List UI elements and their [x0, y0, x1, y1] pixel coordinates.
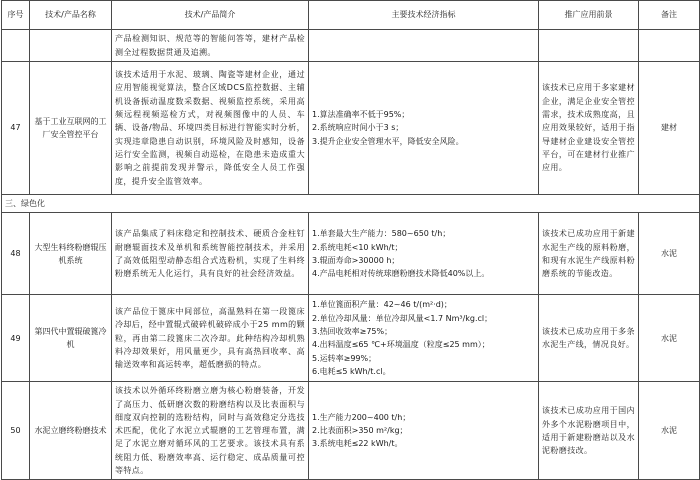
- continuation-row: [2, 30, 700, 62]
- remark: 水泥: [639, 213, 700, 295]
- technology-catalog-table: [1, 0, 700, 480]
- tech-name: 第四代中置辊破篦冷机: [30, 295, 112, 382]
- application-outlook: 该技术已应用于多家建材企业，满足企业安全管控需求，技术成熟度高，且应用效果较好，适用于指导建材企业建设安全管控平台，可在建材行业推广应用。: [539, 62, 639, 195]
- cont-intro: 产品检测知识、规范等的智能问答等，建材产品检测全过程数据贯通及追溯。: [112, 30, 309, 62]
- table-row: [2, 382, 700, 480]
- row-number: 47: [2, 62, 30, 195]
- tech-name: 基于工业互联网的工厂安全管控平台: [30, 62, 112, 195]
- tech-intro: 该技术适用于水泥、玻璃、陶瓷等建材企业，通过应用智能视觉算法，整合区域DCS监控数据、主辅机设备振动温度数采数据、视频监控系统，采用高频远程视频巡检方式，对视频图像中的人员、车辆、设备/物品、环境四类目标进行智能实时分析，实现违章隐患自动识别，环境风险及时感知，设备运行安全监测，视频自动巡检，在隐患未造成重大影响之前提前发现并警示，降低安全人员工作强度，提升安全监管效率。: [112, 62, 309, 195]
- indicator-item: 5.运转率≥99%；: [312, 353, 377, 363]
- header-intro: 技术/产品简介: [112, 1, 309, 30]
- header-no: 序号: [2, 1, 30, 30]
- row-number: 48: [2, 213, 30, 295]
- indicator-item: 6.电耗≤5 kWh/t.cl。: [312, 366, 391, 376]
- cont-remark: [639, 30, 700, 62]
- tech-indicators: [309, 295, 539, 382]
- application-outlook: 该技术已成功应用于国内外多个水泥粉磨项目中，适用于新建粉磨站以及水泥粉磨技改。: [539, 382, 639, 480]
- indicator-item: 3.提升企业安全管理水平，降低安全风险。: [312, 136, 464, 146]
- section-title: 三、绿色化: [2, 195, 700, 213]
- remark: 水泥: [639, 382, 700, 480]
- indicator-item: 1.单位篦面积产量：42~46 t/(m²·d)；: [312, 300, 452, 310]
- indicator-item: 3.系统电耗≤22 kWh/t。: [312, 439, 403, 449]
- tech-indicators: [309, 382, 539, 480]
- application-outlook: 该技术已成功应用于新建水泥生产线的原料粉磨，和现有水泥生产线原料粉磨系统的节能改造。: [539, 213, 639, 295]
- indicator-item: 1.生产能力200~400 t/h；: [312, 412, 411, 422]
- header-outlook: 推广应用前景: [539, 1, 639, 30]
- indicator-item: 4.产品电耗相对传统球磨粉磨技术降低40%以上。: [312, 269, 490, 279]
- row-number: 50: [2, 382, 30, 480]
- indicator-item: 3.辊面寿命>30000 h；: [312, 255, 400, 265]
- header-name: 技术/产品名称: [30, 1, 112, 30]
- indicator-item: 3.热回收效率≥75%；: [312, 327, 393, 336]
- tech-name: 大型生料终粉磨辊压机系统: [30, 213, 112, 295]
- indicator-item: 2.比表面积>350 m²/kg；: [312, 426, 408, 436]
- indicator-item: 1.算法准确率不低于95%；: [312, 110, 410, 120]
- indicator-item: 2.系统电耗<10 kWh/t；: [312, 242, 403, 252]
- header-indicators: 主要技术经济指标: [309, 1, 539, 30]
- table-header-row: [2, 1, 700, 30]
- row-number: 49: [2, 295, 30, 382]
- tech-intro: 该产品集成了料床稳定和控制技术、硬质合金柱钉耐磨辊面技术及单机和系统智能控制技术，并采用了高效低阻型动静态组合式选粉机，实现了生料终粉磨系统无人化运行，具有良好的社会经济效益。: [112, 213, 309, 295]
- tech-intro: 该产品位于篦床中间部位，高温熟料在第一段篦床冷却后，经中置辊式破碎机破碎成小于25 mm的颗粒，再由第二段篦床二次冷却。此种结构冷却机熟料冷却效果好，用风量更少，具有高热回收率、高输送效率和高运转率，超低磨损的特点。: [112, 295, 309, 382]
- remark: 建材: [639, 62, 700, 195]
- tech-intro: 该技术以外循环终粉磨立磨为核心粉磨装备，开发了高压力、低研磨次数的粉磨结构以及比表面积与细度双向控制的选粉结构，同时与高效稳定分选技术匹配，优化了水泥立式辊磨的工艺管理布置，满足了水泥立磨对循环风的工艺要求。该技术具有系统阻力低、粉磨效率高、运行稳定、成品质量可控等特点。: [112, 382, 309, 480]
- header-remark: 备注: [639, 1, 700, 30]
- application-outlook: 该技术已成功应用于多条水泥生产线，情况良好。: [539, 295, 639, 382]
- indicator-item: 2.系统响应时间小于3 s；: [312, 123, 404, 133]
- tech-name: 水泥立磨终粉磨技术: [30, 382, 112, 480]
- indicator-item: 1.单套最大生产能力：580~650 t/h；: [312, 229, 451, 239]
- cont-no: [2, 30, 30, 62]
- tech-indicators: [309, 213, 539, 295]
- section-row: [2, 195, 700, 213]
- indicator-item: 2.单位冷却风量：单位冷却风量<1.7 Nm³/kg.cl；: [312, 313, 493, 323]
- remark: 水泥: [639, 295, 700, 382]
- cont-outlook: [539, 30, 639, 62]
- tech-indicators: [309, 62, 539, 195]
- cont-indicators: [309, 30, 539, 62]
- table-row: [2, 62, 700, 195]
- cont-name: [30, 30, 112, 62]
- table-row: [2, 213, 700, 295]
- indicator-item: 4.出料温度≤65 ℃+环境温度（粒度≤25 mm）；: [312, 340, 490, 350]
- table-row: [2, 295, 700, 382]
